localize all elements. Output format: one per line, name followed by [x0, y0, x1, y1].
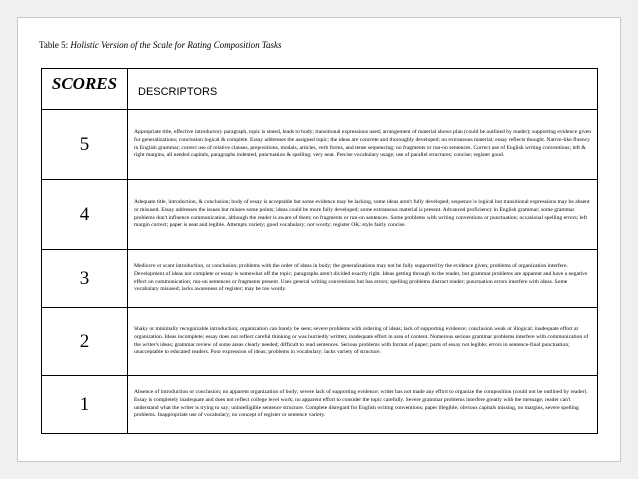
descriptors-header: DESCRIPTORS	[128, 69, 598, 110]
table-row	[42, 376, 598, 434]
descriptor-cell: Absence of introduction or conclusion; no apparent organization of body; severe lack of supporting evidence; writer has not made any effort to organize the composition (could not be outlined by reader). Essay is completely inadequate and does not reflect college level work; no apparent effort to consider the topic carefully. Severe grammar problems interfere greatly with the message; reader can't understand what the writer is trying to say; unintelligible sentence structure. Complete disregard for English writing conventions; paper illegible; obvious capitals missing, no margins, severe spelling problems. Inappropriate use of vocabulary; no concept of register or sentence variety.	[128, 376, 598, 434]
scores-header: SCORES	[42, 69, 128, 110]
table-caption-title: Holistic Version of the Scale for Rating Composition Tasks	[70, 40, 282, 50]
score-cell: 3	[42, 250, 128, 308]
score-cell: 2	[42, 308, 128, 376]
rubric-table	[41, 68, 598, 434]
descriptor-cell: Shaky or minimally recognizable introduction; organization can barely be seen; severe problems with ordering of ideas; lack of supporting evidence; conclusion weak or illogical; inadequate effort at organization. Ideas incomplete; essay does not reflect careful thinking or was hurriedly written; inadequate effort in area of content. Numerous serious grammar problems interfere with communication of the writer's ideas; grammar review of some areas clearly needed; difficult to read sentences. Serious problems with format of paper; parts of essay not legible; errors in sentence-final punctuation; unacceptable to educated readers. Poor expression of ideas; problems in vocabulary; lacks variety of structure.	[128, 308, 598, 376]
descriptor-cell: Adequate title, introduction, & conclusion; body of essay is acceptable but some evidence may be lacking, some ideas aren't fully developed; sequence is logical but transitional expressions may be absent or misused. Essay addresses the issues but misses some points; ideas could be more fully developed; some extraneous material is present. Advanced proficiency in English grammar; some grammar problems don't influence communication, although the reader is aware of them; no fragments or run-on sentences. Some problems with writing conventions or punctuation; occasional spelling errors; left margin correct; paper is neat and legible. Attempts variety; good vocabulary; not wordy; register OK; style fairly concise.	[128, 180, 598, 250]
score-cell: 5	[42, 110, 128, 180]
descriptor-cell: Appropriate title, effective introductory paragraph, topic is stated, leads to body; transitional expressions used; arrangement of material shows plan (could be outlined by reader); supporting evidence given for generalizations; conclusion logical & complete. Essay addresses the assigned topic; the ideas are concrete and thoroughly developed; no extraneous material; essay reflects thought. Native-like fluency in English grammar; correct use of relative clauses, prepositions, modals, articles, verb forms, and tense sequencing; no fragments or run-on sentences. Correct use of English writing conventions; left & right margins, all needed capitals, paragraphs indented, punctuation & spelling; very neat. Precise vocabulary usage; use of parallel structures; concise; register good.	[128, 110, 598, 180]
descriptor-cell: Mediocre or scant introduction, or conclusion; problems with the order of ideas in body; the generalizations may not be fully supported by the evidence given; problems of organization interfere. Development of ideas not complete or essay is somewhat off the topic; paragraphs aren't divided exactly right. Ideas getting through to the reader, but grammar problems are apparent and have a negative effect on communication; run-on sentences or fragments present. Uses general writing conventions but has errors; spelling problems distract reader; punctuation errors interfere with ideas. Some vocabulary misused; lacks awareness of register; may be too wordy.	[128, 250, 598, 308]
table-caption	[39, 40, 282, 50]
score-cell: 1	[42, 376, 128, 434]
table-row	[42, 308, 598, 376]
table-row	[42, 110, 598, 180]
table-row	[42, 250, 598, 308]
score-cell: 4	[42, 180, 128, 250]
table-row	[42, 180, 598, 250]
table-caption-label: Table 5:	[39, 40, 71, 50]
table-header-row	[42, 69, 598, 110]
